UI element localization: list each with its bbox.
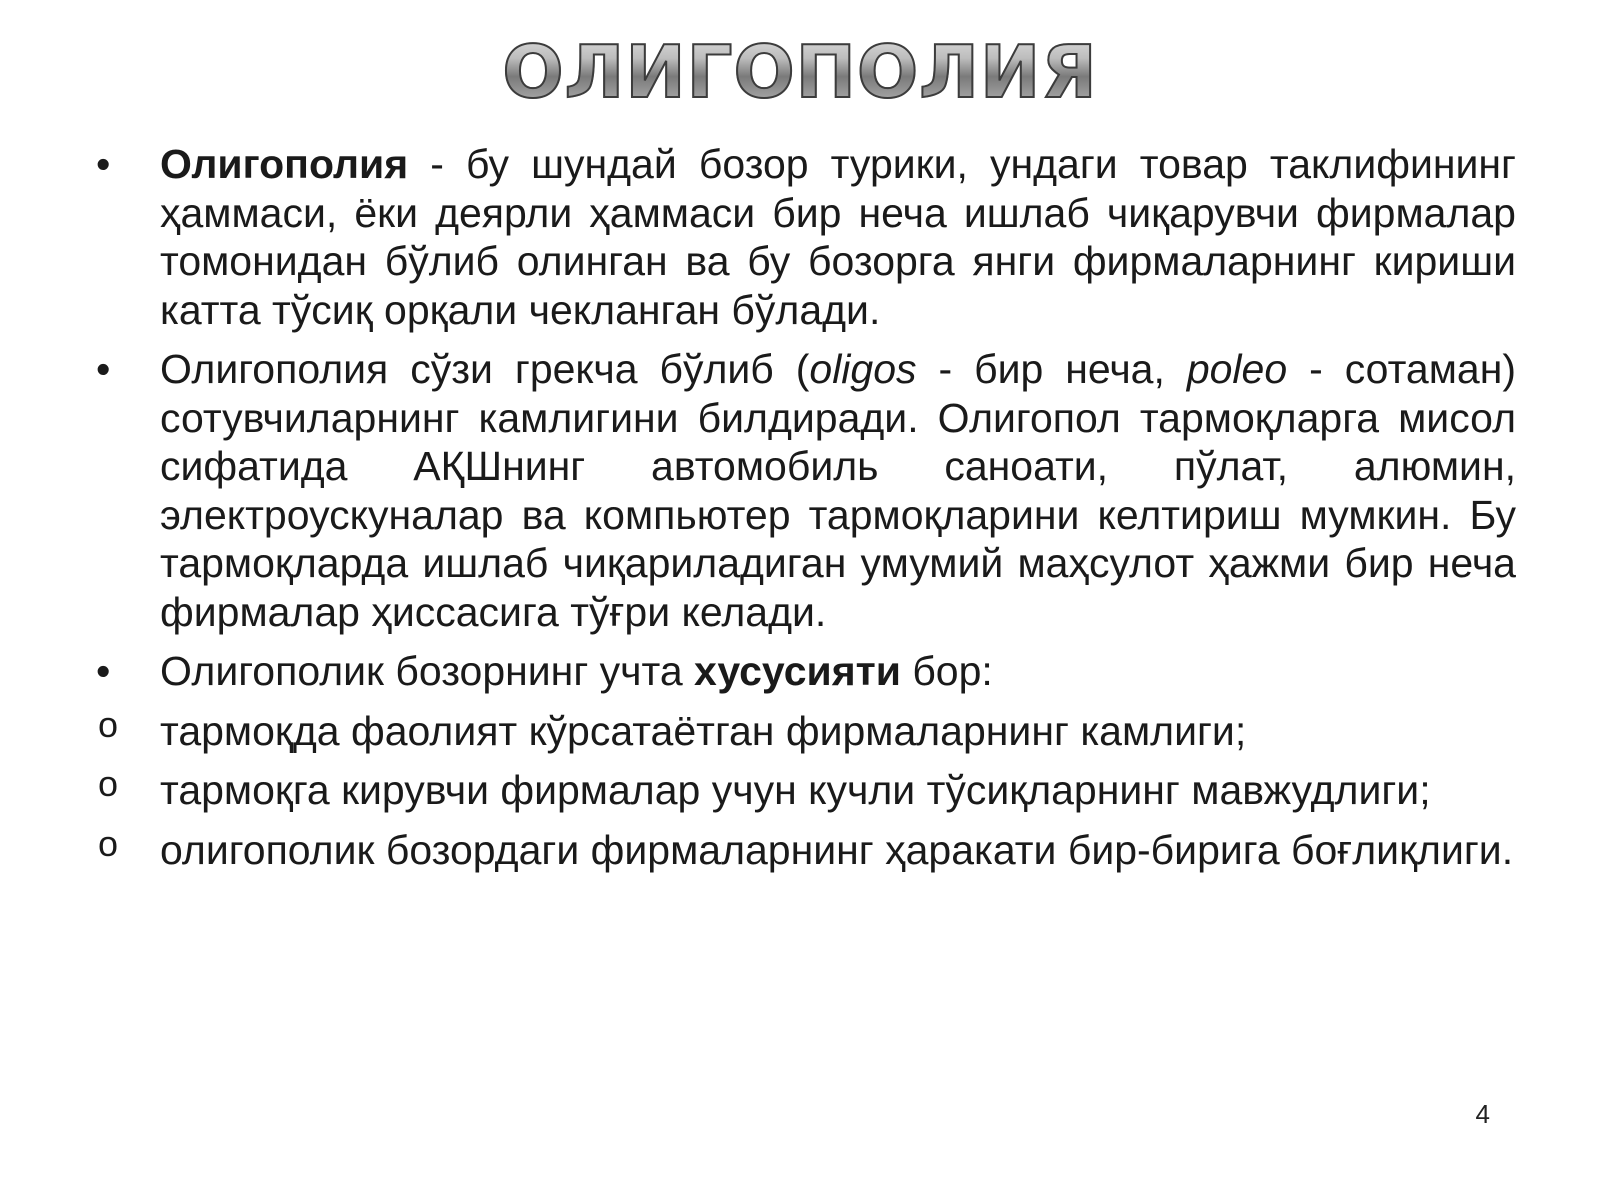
bullet-item-etymology — [96, 345, 1516, 636]
bullet-marker: • — [96, 141, 111, 187]
bullet-text — [160, 647, 1516, 696]
sub-item-text: тармоқда фаолият кўрсатаётган фирмаларнинг камлиги; — [160, 707, 1247, 754]
slide-title: ОЛИГОПОЛИЯ — [0, 26, 1600, 118]
etymology-text-2: - бир неча, — [916, 346, 1187, 392]
sub-item-text: тармоқга кирувчи фирмалар учун кучли тўсиқларнинг мавжудлиги; — [160, 767, 1431, 813]
bullet-text — [160, 140, 1516, 334]
circle-marker: o — [98, 703, 119, 745]
circle-marker: o — [98, 822, 119, 864]
bullet-marker: • — [96, 648, 111, 694]
etymology-text-1: Олигополия сўзи грекча бўлиб ( — [160, 346, 810, 392]
features-intro-text-1: Олигополик бозорнинг учта — [160, 648, 695, 694]
sub-item-text: олигополик бозордаги фирмаларнинг ҳаракати бир-бирига боғлиқлиги. — [160, 826, 1514, 873]
sub-item-interdependence — [96, 822, 1516, 875]
page-number: 4 — [1475, 1099, 1490, 1129]
slide-content — [96, 140, 1516, 885]
bullet-text — [160, 345, 1516, 636]
etymology-term-oligos: oligos — [809, 346, 917, 392]
etymology-text-3: - сотаман) сотувчиларнинг камлигини билдиради. Олигопол тармоқларга мисол сифатида АҚШнинг автомобиль саноати, пўлат, алюмин, электроускуналар ва компьютер тармоқларини келтириш мумкин. Бу тармоқларда ишлаб чиқариладиган умумий маҳсулот ҳажми бир неча фирмалар ҳиссасига тўғри келади. — [160, 346, 1516, 635]
features-intro-text-2: бор: — [900, 648, 993, 694]
definition-term: Олигополия — [160, 141, 409, 187]
bullet-item-definition — [96, 140, 1516, 334]
bullet-item-features-intro — [96, 647, 1516, 696]
bullet-marker: • — [96, 346, 111, 392]
sub-item-entry-barriers — [96, 763, 1516, 815]
features-keyword: хусусияти — [694, 648, 901, 694]
definition-text: - бу шундай бозор турики, ундаги товар таклифининг ҳаммаси, ёки деярли ҳаммаси бир неча ишлаб чиқарувчи фирмалар томонидан бўлиб олинган ва бу бозорга янги фирмаларнинг кириши катта тўсиқ орқали чекланган бўлади. — [160, 141, 1516, 333]
sub-item-few-firms — [96, 703, 1516, 756]
etymology-term-poleo: poleo — [1186, 346, 1288, 392]
circle-marker: o — [98, 763, 119, 804]
